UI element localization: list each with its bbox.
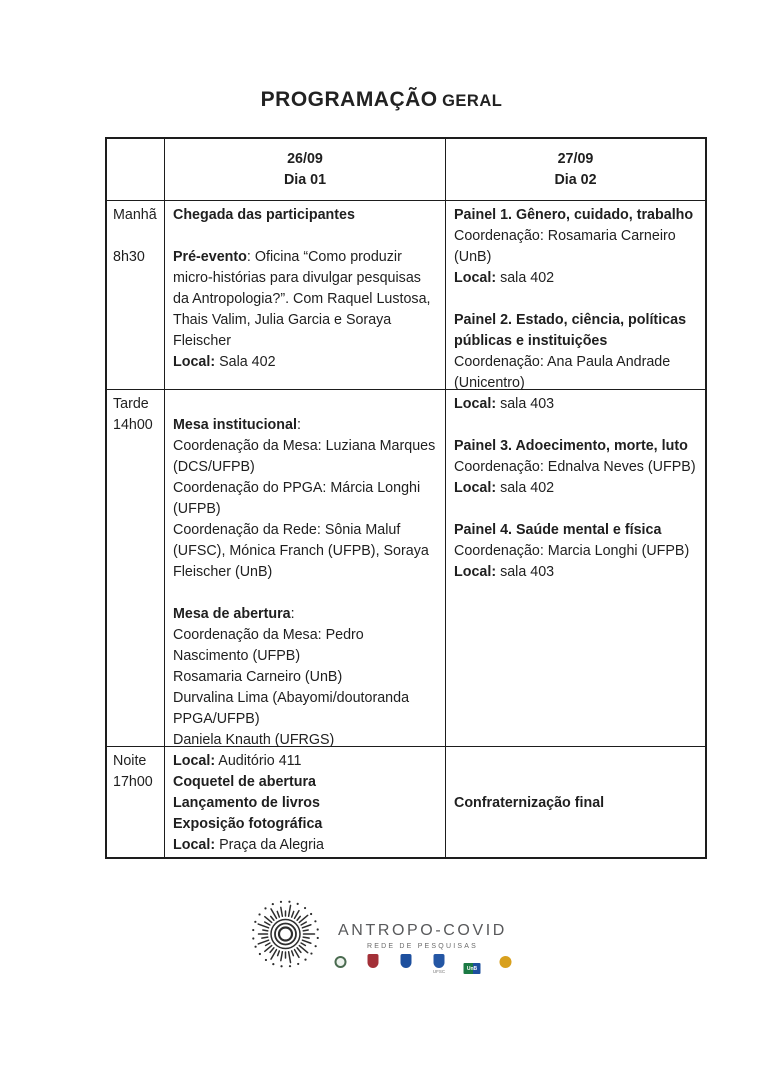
schedule-table [105, 137, 707, 859]
brand-tagline: REDE DE PESQUISAS [367, 943, 478, 950]
green-seal-logo [331, 956, 349, 974]
row-noite-time-cell: Noite 17h00 [107, 747, 165, 857]
red-crest-logo [364, 954, 382, 974]
blue-crest-logo [397, 954, 415, 974]
header-day2-cell: 27/09 Dia 02 [446, 139, 705, 201]
row-manha-day2-cell: Painel 1. Gênero, cuidado, trabalho Coordenação: Rosamaria Carneiro (UnB) Local: sala 402 Painel 2. Estado, ciência, políticas públicas e instituições Coordenação: Ana Paula Andrade (Unicentro) Local: sala 403 [446, 201, 705, 390]
header-time-cell [107, 139, 165, 201]
brand-name: ANTROPO-COVID [338, 922, 507, 939]
row-tarde-time-cell: Tarde 14h00 [107, 390, 165, 747]
page-title-main: PROGRAMAÇÃO [260, 88, 438, 111]
row-tarde-day1-cell: Mesa institucional: Coordenação da Mesa: Luziana Marques (DCS/UFPB) Coordenação do PPGA: Márcia Longhi (UFPB) Coordenação da Rede: Sônia Maluf (UFSC), Mónica Franch (UFPB), Soraya Fleischer (UnB) Mesa de abertura: Coordenação da Mesa: Pedro Nascimento (UFPB) Rosamaria Carneiro (UnB) Durvalina Lima (Abayomi/doutoranda PPGA/UFPB) Daniela Knauth (UFRGS) Local: Auditório 411 [165, 390, 446, 747]
unb-flag-logo: UnB [463, 963, 481, 974]
partner-logos-row [331, 954, 514, 974]
gold-circle-logo [496, 956, 514, 974]
ufsc-crest-logo: UFSC [430, 954, 448, 974]
row-manha-day1-cell: Chegada das participantes Pré-evento: Oficina “Como produzir micro-histórias para divulgar pesquisas da Antropologia?”. Com Raquel Lustosa, Thais Valim, Julia Garcia e Soraya Fleischer Local: Sala 402 [165, 201, 446, 390]
row-manha-time-cell: Manhã 8h30 [107, 201, 165, 390]
page-title [0, 88, 763, 112]
row-noite-day2-cell: Confraternização final [454, 795, 605, 811]
header-day1-cell: 26/09 Dia 01 [165, 139, 446, 201]
row-tarde-day2-cell: Painel 3. Adoecimento, morte, luto Coordenação: Ednalva Neves (UFPB) Local: sala 402 Painel 4. Saúde mental e física Coordenação: Marcia Longhi (UFPB) Local: sala 403 [446, 390, 705, 747]
page-title-sub: GERAL [442, 92, 503, 110]
row-noite-day1-cell: Coquetel de abertura Lançamento de livros Exposição fotográfica Local: Praça da Alegria [165, 747, 446, 857]
antropo-covid-logo [249, 898, 514, 974]
brand-block [331, 898, 514, 974]
starburst-icon [249, 898, 321, 970]
